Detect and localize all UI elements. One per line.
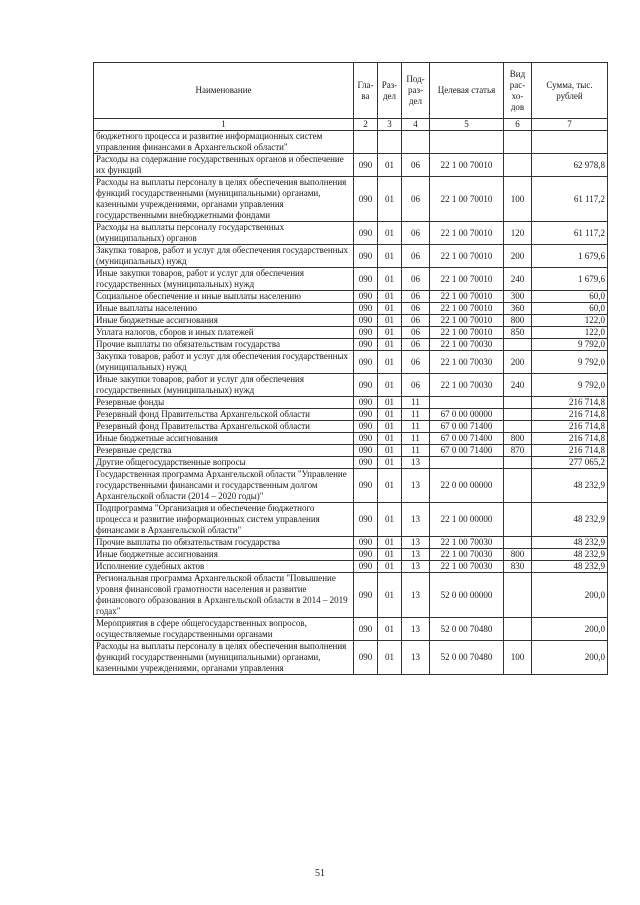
row-podrazdel-cell: 13 xyxy=(402,573,430,618)
table-row xyxy=(94,327,608,339)
row-target-cell: 67 0 00 71400 xyxy=(430,433,504,445)
row-glava-cell: 090 xyxy=(354,315,378,327)
row-podrazdel-cell: 06 xyxy=(402,291,430,303)
row-name-cell: Иные бюджетные ассигнования xyxy=(94,433,354,445)
table-row xyxy=(94,315,608,327)
row-target-cell: 22 1 00 70010 xyxy=(430,154,504,177)
row-sum-cell: 48 232,9 xyxy=(532,537,608,549)
row-target-cell: 22 1 00 70030 xyxy=(430,351,504,374)
row-vid-cell: 200 xyxy=(504,351,532,374)
row-glava-cell: 090 xyxy=(354,618,378,641)
row-name-cell: Расходы на выплаты персоналу в целях обеспечения выполнения функций государственными (муниципальными) органами, казенными учреждениями, органами управления xyxy=(94,641,354,675)
row-sum-cell: 48 232,9 xyxy=(532,549,608,561)
row-podrazdel-cell: 13 xyxy=(402,561,430,573)
header-glava: Гла-ва xyxy=(354,63,378,119)
header-target: Целевая статья xyxy=(430,63,504,119)
row-vid-cell: 870 xyxy=(504,445,532,457)
row-razdel-cell: 01 xyxy=(378,268,402,291)
row-name-cell: Резервные средства xyxy=(94,445,354,457)
table-row xyxy=(94,573,608,618)
row-glava-cell: 090 xyxy=(354,303,378,315)
row-podrazdel-cell: 06 xyxy=(402,268,430,291)
row-vid-cell: 300 xyxy=(504,291,532,303)
row-target-cell: 22 1 00 70010 xyxy=(430,291,504,303)
column-number: 5 xyxy=(430,119,504,131)
row-vid-cell: 800 xyxy=(504,433,532,445)
row-sum-cell: 216 714,8 xyxy=(532,433,608,445)
table-row xyxy=(94,457,608,469)
row-razdel-cell: 01 xyxy=(378,291,402,303)
row-razdel-cell: 01 xyxy=(378,469,402,503)
row-razdel-cell: 01 xyxy=(378,177,402,222)
row-razdel-cell: 01 xyxy=(378,222,402,245)
row-glava-cell: 090 xyxy=(354,433,378,445)
row-sum-cell: 48 232,9 xyxy=(532,469,608,503)
column-number: 4 xyxy=(402,119,430,131)
row-target-cell: 52 0 00 70480 xyxy=(430,641,504,675)
row-sum-cell: 61 117,2 xyxy=(532,177,608,222)
row-name-cell: Социальное обеспечение и иные выплаты населению xyxy=(94,291,354,303)
table-row xyxy=(94,549,608,561)
row-podrazdel-cell: 06 xyxy=(402,154,430,177)
row-glava-cell: 090 xyxy=(354,469,378,503)
row-podrazdel-cell: 13 xyxy=(402,537,430,549)
row-razdel-cell: 01 xyxy=(378,433,402,445)
row-target-cell: 67 0 00 71400 xyxy=(430,421,504,433)
page-number: 51 xyxy=(315,868,325,879)
row-name-cell: Резервные фонды xyxy=(94,397,354,409)
row-name-cell: Иные закупки товаров, работ и услуг для обеспечения государственных (муниципальных) нужд xyxy=(94,374,354,397)
row-podrazdel-cell: 11 xyxy=(402,445,430,457)
row-glava-cell: 090 xyxy=(354,445,378,457)
budget-table xyxy=(93,62,608,675)
row-vid-cell xyxy=(504,339,532,351)
table-row xyxy=(94,177,608,222)
table-row xyxy=(94,433,608,445)
row-podrazdel-cell: 13 xyxy=(402,549,430,561)
table-row xyxy=(94,291,608,303)
row-vid-cell: 800 xyxy=(504,549,532,561)
row-sum-cell: 48 232,9 xyxy=(532,503,608,537)
row-target-cell: 67 0 00 71400 xyxy=(430,445,504,457)
row-sum-cell: 122,0 xyxy=(532,327,608,339)
row-glava-cell: 090 xyxy=(354,268,378,291)
row-podrazdel-cell: 06 xyxy=(402,351,430,374)
row-glava-cell: 090 xyxy=(354,397,378,409)
row-vid-cell: 240 xyxy=(504,374,532,397)
row-razdel-cell: 01 xyxy=(378,641,402,675)
row-name-cell: Мероприятия в сфере общегосударственных вопросов, осуществляемые государственными органами xyxy=(94,618,354,641)
row-podrazdel-cell: 11 xyxy=(402,409,430,421)
row-target-cell: 22 1 00 70030 xyxy=(430,374,504,397)
row-razdel-cell: 01 xyxy=(378,457,402,469)
table-row xyxy=(94,154,608,177)
row-target-cell: 22 1 00 70030 xyxy=(430,561,504,573)
row-vid-cell: 100 xyxy=(504,641,532,675)
row-podrazdel-cell: 06 xyxy=(402,339,430,351)
row-razdel-cell: 01 xyxy=(378,573,402,618)
row-razdel-cell: 01 xyxy=(378,561,402,573)
row-razdel-cell: 01 xyxy=(378,154,402,177)
row-podrazdel-cell: 06 xyxy=(402,303,430,315)
row-sum-cell: 200,0 xyxy=(532,618,608,641)
row-sum-cell: 60,0 xyxy=(532,291,608,303)
table-row xyxy=(94,537,608,549)
row-podrazdel-cell: 11 xyxy=(402,433,430,445)
row-razdel-cell: 01 xyxy=(378,327,402,339)
table-row xyxy=(94,339,608,351)
row-vid-cell xyxy=(504,421,532,433)
row-razdel-cell: 01 xyxy=(378,537,402,549)
column-number: 2 xyxy=(354,119,378,131)
row-sum-cell: 9 792,0 xyxy=(532,351,608,374)
row-podrazdel-cell: 06 xyxy=(402,327,430,339)
row-target-cell: 22 1 00 70010 xyxy=(430,303,504,315)
row-glava-cell: 090 xyxy=(354,537,378,549)
row-razdel-cell: 01 xyxy=(378,245,402,268)
row-target-cell: 22 1 00 70030 xyxy=(430,537,504,549)
row-sum-cell: 1 679,6 xyxy=(532,245,608,268)
row-sum-cell xyxy=(532,131,608,154)
row-glava-cell: 090 xyxy=(354,503,378,537)
row-glava-cell xyxy=(354,131,378,154)
row-sum-cell: 61 117,2 xyxy=(532,222,608,245)
row-target-cell: 22 1 00 70030 xyxy=(430,549,504,561)
header-sum: Сумма, тыс. рублей xyxy=(532,63,608,119)
row-razdel-cell: 01 xyxy=(378,618,402,641)
row-target-cell: 22 1 00 70010 xyxy=(430,177,504,222)
column-number: 7 xyxy=(532,119,608,131)
row-glava-cell: 090 xyxy=(354,561,378,573)
row-razdel-cell: 01 xyxy=(378,303,402,315)
row-razdel-cell xyxy=(378,131,402,154)
table-row xyxy=(94,351,608,374)
row-glava-cell: 090 xyxy=(354,549,378,561)
row-glava-cell: 090 xyxy=(354,291,378,303)
row-podrazdel-cell: 11 xyxy=(402,397,430,409)
table-row xyxy=(94,409,608,421)
row-target-cell: 22 1 00 70010 xyxy=(430,268,504,291)
column-number: 6 xyxy=(504,119,532,131)
column-number: 3 xyxy=(378,119,402,131)
row-podrazdel-cell: 06 xyxy=(402,222,430,245)
row-sum-cell: 216 714,8 xyxy=(532,421,608,433)
row-sum-cell: 200,0 xyxy=(532,573,608,618)
table-row xyxy=(94,245,608,268)
table-row xyxy=(94,374,608,397)
row-podrazdel-cell: 13 xyxy=(402,503,430,537)
row-vid-cell xyxy=(504,537,532,549)
header-razdel: Раз-дел xyxy=(378,63,402,119)
row-sum-cell: 1 679,6 xyxy=(532,268,608,291)
row-vid-cell xyxy=(504,618,532,641)
row-sum-cell: 216 714,8 xyxy=(532,409,608,421)
row-sum-cell: 60,0 xyxy=(532,303,608,315)
row-razdel-cell: 01 xyxy=(378,397,402,409)
row-razdel-cell: 01 xyxy=(378,549,402,561)
column-number: 1 xyxy=(94,119,354,131)
table-row xyxy=(94,303,608,315)
row-target-cell: 22 1 00 70010 xyxy=(430,327,504,339)
row-target-cell: 52 0 00 00000 xyxy=(430,573,504,618)
row-vid-cell: 850 xyxy=(504,327,532,339)
row-target-cell: 22 1 00 70010 xyxy=(430,245,504,268)
row-vid-cell xyxy=(504,397,532,409)
row-glava-cell: 090 xyxy=(354,641,378,675)
row-target-cell: 22 1 00 70010 xyxy=(430,315,504,327)
row-target-cell: 52 0 00 70480 xyxy=(430,618,504,641)
row-vid-cell xyxy=(504,457,532,469)
row-vid-cell: 100 xyxy=(504,177,532,222)
row-podrazdel-cell: 13 xyxy=(402,469,430,503)
row-podrazdel-cell: 06 xyxy=(402,374,430,397)
table-row xyxy=(94,397,608,409)
table-row xyxy=(94,618,608,641)
row-name-cell: Расходы на выплаты персоналу государственных (муниципальных) органов xyxy=(94,222,354,245)
row-vid-cell: 240 xyxy=(504,268,532,291)
row-podrazdel-cell: 13 xyxy=(402,457,430,469)
row-glava-cell: 090 xyxy=(354,351,378,374)
row-sum-cell: 9 792,0 xyxy=(532,339,608,351)
header-name: Наименование xyxy=(94,63,354,119)
row-podrazdel-cell xyxy=(402,131,430,154)
row-name-cell: Закупка товаров, работ и услуг для обеспечения государственных (муниципальных) нужд xyxy=(94,245,354,268)
row-sum-cell: 48 232,9 xyxy=(532,561,608,573)
row-name-cell: Закупка товаров, работ и услуг для обеспечения государственных (муниципальных) нужд xyxy=(94,351,354,374)
row-glava-cell: 090 xyxy=(354,327,378,339)
row-target-cell xyxy=(430,457,504,469)
row-target-cell: 22 1 00 00000 xyxy=(430,503,504,537)
table-body xyxy=(94,131,608,675)
row-sum-cell: 216 714,8 xyxy=(532,397,608,409)
row-name-cell: Другие общегосударственные вопросы xyxy=(94,457,354,469)
row-podrazdel-cell: 06 xyxy=(402,245,430,268)
table-row xyxy=(94,469,608,503)
row-glava-cell: 090 xyxy=(354,222,378,245)
row-sum-cell: 200,0 xyxy=(532,641,608,675)
row-razdel-cell: 01 xyxy=(378,503,402,537)
row-podrazdel-cell: 11 xyxy=(402,421,430,433)
table-row xyxy=(94,268,608,291)
row-razdel-cell: 01 xyxy=(378,351,402,374)
row-podrazdel-cell: 06 xyxy=(402,315,430,327)
row-vid-cell xyxy=(504,409,532,421)
row-podrazdel-cell: 13 xyxy=(402,641,430,675)
row-sum-cell: 216 714,8 xyxy=(532,445,608,457)
row-vid-cell xyxy=(504,154,532,177)
table-row xyxy=(94,561,608,573)
row-name-cell: Расходы на выплаты персоналу в целях обеспечения выполнения функций государственными (муниципальными) органами, казенными учреждениями, органами управления государственными внебюджетными фондами xyxy=(94,177,354,222)
row-vid-cell: 800 xyxy=(504,315,532,327)
row-glava-cell: 090 xyxy=(354,245,378,268)
row-vid-cell xyxy=(504,503,532,537)
row-target-cell xyxy=(430,397,504,409)
row-razdel-cell: 01 xyxy=(378,374,402,397)
row-vid-cell xyxy=(504,573,532,618)
table-row xyxy=(94,445,608,457)
header-vid: Вид рас-хо-дов xyxy=(504,63,532,119)
row-razdel-cell: 01 xyxy=(378,421,402,433)
row-name-cell: Расходы на содержание государственных органов и обеспечение их функций xyxy=(94,154,354,177)
row-vid-cell: 200 xyxy=(504,245,532,268)
row-name-cell: Исполнение судебных актов xyxy=(94,561,354,573)
row-target-cell: 22 0 00 00000 xyxy=(430,469,504,503)
row-glava-cell: 090 xyxy=(354,154,378,177)
row-glava-cell: 090 xyxy=(354,374,378,397)
row-name-cell: Прочие выплаты по обязательствам государства xyxy=(94,339,354,351)
row-sum-cell: 277 065,2 xyxy=(532,457,608,469)
row-name-cell: Прочие выплаты по обязательствам государства xyxy=(94,537,354,549)
row-glava-cell: 090 xyxy=(354,177,378,222)
row-name-cell: Уплата налогов, сборов и иных платежей xyxy=(94,327,354,339)
row-glava-cell: 090 xyxy=(354,457,378,469)
table-row xyxy=(94,641,608,675)
row-glava-cell: 090 xyxy=(354,573,378,618)
row-vid-cell: 120 xyxy=(504,222,532,245)
row-vid-cell: 830 xyxy=(504,561,532,573)
row-vid-cell xyxy=(504,469,532,503)
table-row xyxy=(94,222,608,245)
row-vid-cell xyxy=(504,131,532,154)
row-name-cell: Подпрограмма "Организация и обеспечение бюджетного процесса и развитие информационных систем управления финансами в Архангельской области" xyxy=(94,503,354,537)
table-row xyxy=(94,503,608,537)
row-name-cell: Иные выплаты населению xyxy=(94,303,354,315)
row-razdel-cell: 01 xyxy=(378,445,402,457)
row-glava-cell: 090 xyxy=(354,339,378,351)
row-razdel-cell: 01 xyxy=(378,409,402,421)
row-target-cell: 67 0 00 00000 xyxy=(430,409,504,421)
row-glava-cell: 090 xyxy=(354,421,378,433)
row-name-cell: Иные закупки товаров, работ и услуг для обеспечения государственных (муниципальных) нужд xyxy=(94,268,354,291)
row-name-cell: Иные бюджетные ассигнования xyxy=(94,315,354,327)
row-sum-cell: 122,0 xyxy=(532,315,608,327)
row-razdel-cell: 01 xyxy=(378,339,402,351)
row-sum-cell: 9 792,0 xyxy=(532,374,608,397)
row-target-cell: 22 1 00 70030 xyxy=(430,339,504,351)
row-name-cell: Региональная программа Архангельской области "Повышение уровня финансовой грамотности населения и развитие финансового образования в Архангельской области в 2014 – 2019 годах" xyxy=(94,573,354,618)
row-target-cell xyxy=(430,131,504,154)
row-name-cell: Резервный фонд Правительства Архангельской области xyxy=(94,409,354,421)
row-razdel-cell: 01 xyxy=(378,315,402,327)
row-name-cell: Резервный фонд Правительства Архангельской области xyxy=(94,421,354,433)
row-glava-cell: 090 xyxy=(354,409,378,421)
row-podrazdel-cell: 13 xyxy=(402,618,430,641)
table-row xyxy=(94,421,608,433)
header-podrazdel: Под-раз-дел xyxy=(402,63,430,119)
row-sum-cell: 62 978,8 xyxy=(532,154,608,177)
row-name-cell: бюджетного процесса и развитие информационных систем управления финансами в Архангельской области" xyxy=(94,131,354,154)
row-name-cell: Иные бюджетные ассигнования xyxy=(94,549,354,561)
row-podrazdel-cell: 06 xyxy=(402,177,430,222)
row-name-cell: Государственная программа Архангельской области "Управление государственными финансами и государственным долгом Архангельской области (2014 – 2020 годы)" xyxy=(94,469,354,503)
table-row xyxy=(94,131,608,154)
row-target-cell: 22 1 00 70010 xyxy=(430,222,504,245)
row-vid-cell: 360 xyxy=(504,303,532,315)
